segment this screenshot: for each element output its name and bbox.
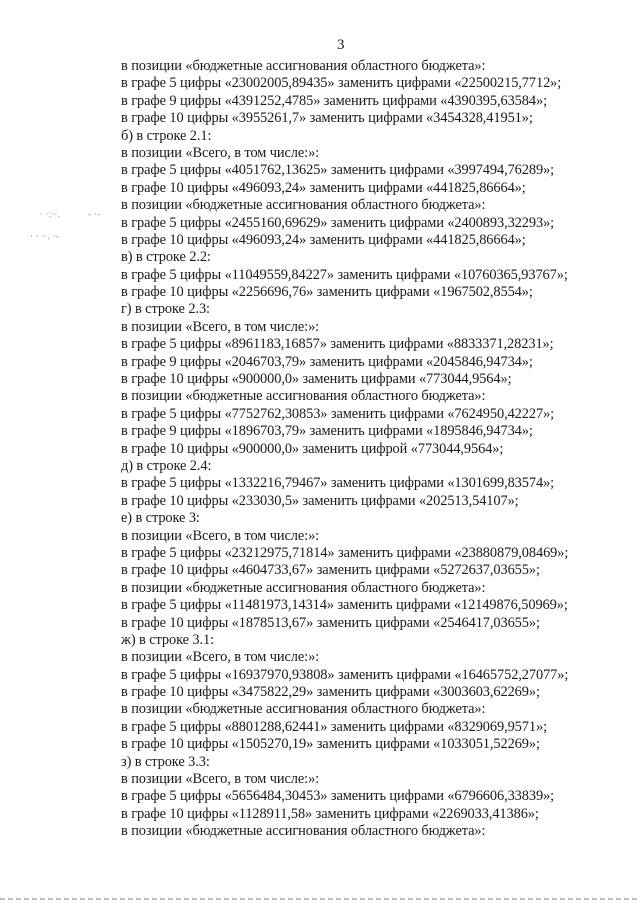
text-line: в графе 10 цифры «1505270,19» заменить цифрами «1033051,52269»;: [121, 736, 540, 753]
text-line: е) в строке 3:: [121, 510, 200, 527]
text-line: в графе 10 цифры «1128911,58» заменить цифрами «2269033,41386»;: [121, 805, 539, 822]
text-line: в графе 10 цифры «900000,0» заменить цифрами «773044,9564»;: [121, 371, 512, 388]
document-body: [121, 58, 621, 841]
text-line: в графе 5 цифры «11481973,14314» заменить цифрами «12149876,50969»;: [121, 597, 568, 614]
scan-artifact: - ·-: [88, 210, 101, 220]
text-line: в графе 10 цифры «233030,5» заменить цифрами «202513,54107»;: [121, 492, 519, 509]
text-line: в графе 9 цифры «1896703,79» заменить цифрами «1895846,94734»;: [121, 423, 533, 440]
text-line: в позиции «бюджетные ассигнования областного бюджета»:: [121, 58, 486, 74]
text-line: в позиции «Всего, в том числе:»:: [121, 318, 320, 335]
text-line: в графе 10 цифры «4604733,67» заменить цифрами «5272637,03655»;: [121, 562, 540, 579]
text-line: в) в строке 2.2:: [121, 249, 211, 266]
text-line: ж) в строке 3.1:: [121, 631, 214, 648]
text-line: в графе 5 цифры «23212975,71814» заменить цифрами «23880879,08469»;: [121, 544, 569, 561]
text-line: в графе 5 цифры «1332216,79467» заменить цифрами «1301699,83574»;: [121, 475, 555, 492]
text-line: в графе 10 цифры «496093,24» заменить цифрами «441825,86664»;: [121, 231, 526, 248]
text-line: в графе 5 цифры «2455160,69629» заменить цифрами «2400893,32293»;: [121, 214, 555, 231]
text-line: в позиции «бюджетные ассигнования областного бюджета»:: [121, 701, 486, 718]
scan-artifact: · · ··. ·-: [30, 232, 59, 242]
text-line: в графе 5 цифры «16937970,93808» заменить цифрами «16465752,27077»;: [121, 666, 569, 683]
text-line: в позиции «бюджетные ассигнования областного бюджета»:: [121, 388, 486, 405]
text-line: б) в строке 2.1:: [121, 127, 212, 144]
text-line: в графе 5 цифры «8961183,16857» заменить цифрами «8833371,28231»;: [121, 336, 554, 353]
text-line: г) в строке 2.3:: [121, 301, 210, 318]
text-line: в графе 10 цифры «1878513,67» заменить цифрами «2546417,03655»;: [121, 614, 540, 631]
text-line: в графе 9 цифры «4391252,4785» заменить цифрами «4390395,63584»;: [121, 92, 547, 109]
text-line: в позиции «Всего, в том числе:»:: [121, 771, 320, 788]
text-line: в графе 5 цифры «4051762,13625» заменить цифрами «3997494,76289»;: [121, 162, 555, 179]
scan-edge: [0, 898, 640, 900]
text-line: в графе 9 цифры «2046703,79» заменить цифрами «2045846,94734»;: [121, 353, 533, 370]
text-line: в позиции «Всего, в том числе:»:: [121, 527, 320, 544]
page-number: 3: [337, 37, 345, 53]
text-line: в графе 5 цифры «5656484,30453» заменить цифрами «6796606,33839»;: [121, 788, 555, 805]
text-line: з) в строке 3.3:: [121, 753, 210, 770]
scan-artifact: · ·:··.: [40, 210, 61, 220]
text-line: в графе 10 цифры «2256696,76» заменить цифрами «1967502,8554»;: [121, 284, 533, 301]
text-line: в позиции «Всего, в том числе:»:: [121, 144, 320, 161]
text-line: в позиции «бюджетные ассигнования областного бюджета»:: [121, 197, 486, 214]
text-line: в графе 10 цифры «496093,24» заменить цифрами «441825,86664»;: [121, 179, 526, 196]
text-line: в позиции «бюджетные ассигнования областного бюджета»:: [121, 579, 486, 596]
text-line: в графе 10 цифры «900000,0» заменить цифрой «773044,9564»;: [121, 440, 504, 457]
text-line: д) в строке 2.4:: [121, 457, 212, 474]
text-line: в графе 10 цифры «3475822,29» заменить цифрами «3003603,62269»;: [121, 684, 540, 701]
text-line: в графе 5 цифры «7752762,30853» заменить цифрами «7624950,42227»;: [121, 405, 555, 422]
text-line: в графе 5 цифры «23002005,89435» заменить цифрами «22500215,7712»;: [121, 75, 562, 92]
text-line: в графе 10 цифры «3955261,7» заменить цифрами «3454328,41951»;: [121, 110, 533, 127]
text-line: в позиции «Всего, в том числе:»:: [121, 649, 320, 666]
text-line: в позиции «бюджетные ассигнования областного бюджета»:: [121, 823, 486, 840]
text-line: в графе 5 цифры «8801288,62441» заменить цифрами «8329069,9571»;: [121, 718, 547, 735]
text-line: в графе 5 цифры «11049559,84227» заменить цифрами «10760365,93767»;: [121, 266, 568, 283]
